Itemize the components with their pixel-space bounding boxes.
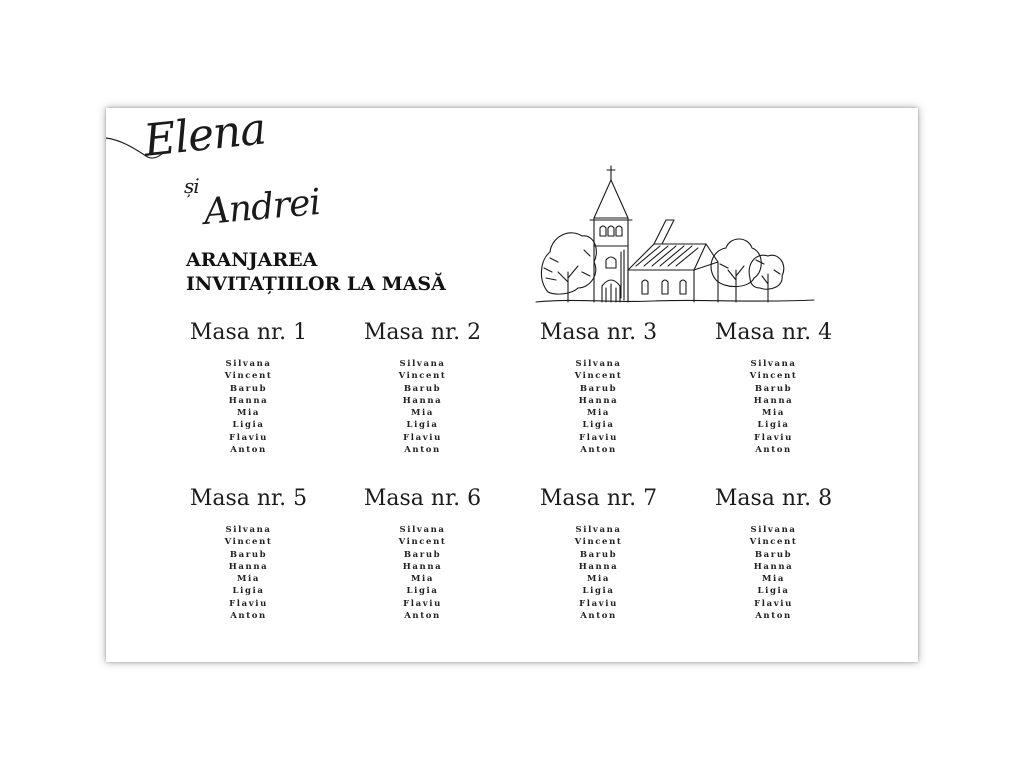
guest-name: Silvana xyxy=(399,525,446,535)
guest-name: Silvana xyxy=(225,359,272,369)
table-title: Masa nr. 3 xyxy=(539,320,658,345)
guest-list xyxy=(686,358,861,456)
guest-name: Hanna xyxy=(578,561,619,572)
guest-name: Anton xyxy=(230,445,267,456)
table-title: Masa nr. 8 xyxy=(714,486,833,511)
table-card xyxy=(161,318,336,456)
guest-name: Ligia xyxy=(232,586,265,597)
guest-name: Mia xyxy=(587,574,610,585)
table-title: Masa nr. 6 xyxy=(363,486,482,511)
guest-name: Barub xyxy=(229,383,268,394)
guest-name: Anton xyxy=(404,445,441,456)
guest-name: Flaviu xyxy=(403,598,442,609)
guest-name: Mia xyxy=(762,574,785,585)
guest-name: Hanna xyxy=(228,395,269,406)
table-title: Masa nr. 7 xyxy=(539,486,658,511)
guest-name: Flaviu xyxy=(754,432,793,443)
guest-name: Hanna xyxy=(753,561,794,572)
guest-name: Mia xyxy=(411,408,434,419)
guest-list xyxy=(161,524,336,622)
table-card xyxy=(161,484,336,622)
guest-name: Mia xyxy=(762,408,785,419)
guest-name: Barub xyxy=(754,549,793,560)
guest-name: Anton xyxy=(404,611,441,622)
table-card xyxy=(686,318,861,456)
guest-list xyxy=(686,524,861,622)
guest-name: Flaviu xyxy=(579,598,618,609)
guest-name: Silvana xyxy=(225,525,272,535)
guest-name: Vincent xyxy=(574,371,623,382)
page-title-line-1: ARANJAREA xyxy=(186,249,318,271)
guest-name: Barub xyxy=(403,549,442,560)
table-title: Masa nr. 1 xyxy=(189,320,308,345)
guest-name: Mia xyxy=(237,408,260,419)
guest-name: Vincent xyxy=(224,371,273,382)
guest-name: Mia xyxy=(411,574,434,585)
guest-name: Flaviu xyxy=(403,432,442,443)
guest-name: Vincent xyxy=(398,371,447,382)
guest-name: Silvana xyxy=(575,525,622,535)
table-title: Masa nr. 4 xyxy=(714,320,833,345)
guest-name: Anton xyxy=(230,611,267,622)
guest-name: Anton xyxy=(755,445,792,456)
guest-name: Anton xyxy=(755,611,792,622)
guest-name: Silvana xyxy=(399,359,446,369)
guest-name: Anton xyxy=(580,611,617,622)
guest-name: Hanna xyxy=(578,395,619,406)
guest-name: Barub xyxy=(579,549,618,560)
table-card xyxy=(686,484,861,622)
church-sketch-icon xyxy=(534,160,816,310)
guest-name: Silvana xyxy=(750,359,797,369)
guest-name: Vincent xyxy=(749,371,798,382)
page-title-line-2: INVITAȚIILOR LA MASĂ xyxy=(186,273,446,295)
guest-list xyxy=(511,358,686,456)
guest-name: Flaviu xyxy=(229,432,268,443)
page-title xyxy=(186,248,446,296)
bride-name: Elena xyxy=(141,103,268,167)
guest-name: Ligia xyxy=(582,586,615,597)
guest-name: Silvana xyxy=(750,525,797,535)
guest-name: Anton xyxy=(580,445,617,456)
guest-name: Ligia xyxy=(406,420,439,431)
guest-name: Barub xyxy=(579,383,618,394)
guest-name: Hanna xyxy=(228,561,269,572)
table-title: Masa nr. 5 xyxy=(189,486,308,511)
guest-list xyxy=(511,524,686,622)
guest-name: Vincent xyxy=(574,537,623,548)
table-card xyxy=(335,318,510,456)
table-card xyxy=(335,484,510,622)
guest-name: Ligia xyxy=(406,586,439,597)
guest-name: Flaviu xyxy=(579,432,618,443)
guest-list xyxy=(161,358,336,456)
guest-list xyxy=(335,524,510,622)
seating-chart-poster xyxy=(106,103,918,662)
table-card xyxy=(511,318,686,456)
guest-name: Hanna xyxy=(753,395,794,406)
guest-name: Mia xyxy=(587,408,610,419)
guest-name: Barub xyxy=(229,549,268,560)
guest-name: Hanna xyxy=(402,561,443,572)
guest-name: Vincent xyxy=(398,537,447,548)
guest-name: Barub xyxy=(403,383,442,394)
guest-name: Flaviu xyxy=(229,598,268,609)
guest-name: Barub xyxy=(754,383,793,394)
guest-name: Mia xyxy=(237,574,260,585)
guest-name: Ligia xyxy=(582,420,615,431)
guest-name: Ligia xyxy=(757,586,790,597)
table-card xyxy=(511,484,686,622)
guest-name: Silvana xyxy=(575,359,622,369)
names-joiner: și xyxy=(184,174,199,198)
guest-name: Hanna xyxy=(402,395,443,406)
guest-name: Vincent xyxy=(749,537,798,548)
groom-name: Andrei xyxy=(202,181,322,233)
guest-name: Flaviu xyxy=(754,598,793,609)
table-title: Masa nr. 2 xyxy=(363,320,482,345)
guest-name: Ligia xyxy=(757,420,790,431)
guest-list xyxy=(335,358,510,456)
guest-name: Vincent xyxy=(224,537,273,548)
guest-name: Ligia xyxy=(232,420,265,431)
